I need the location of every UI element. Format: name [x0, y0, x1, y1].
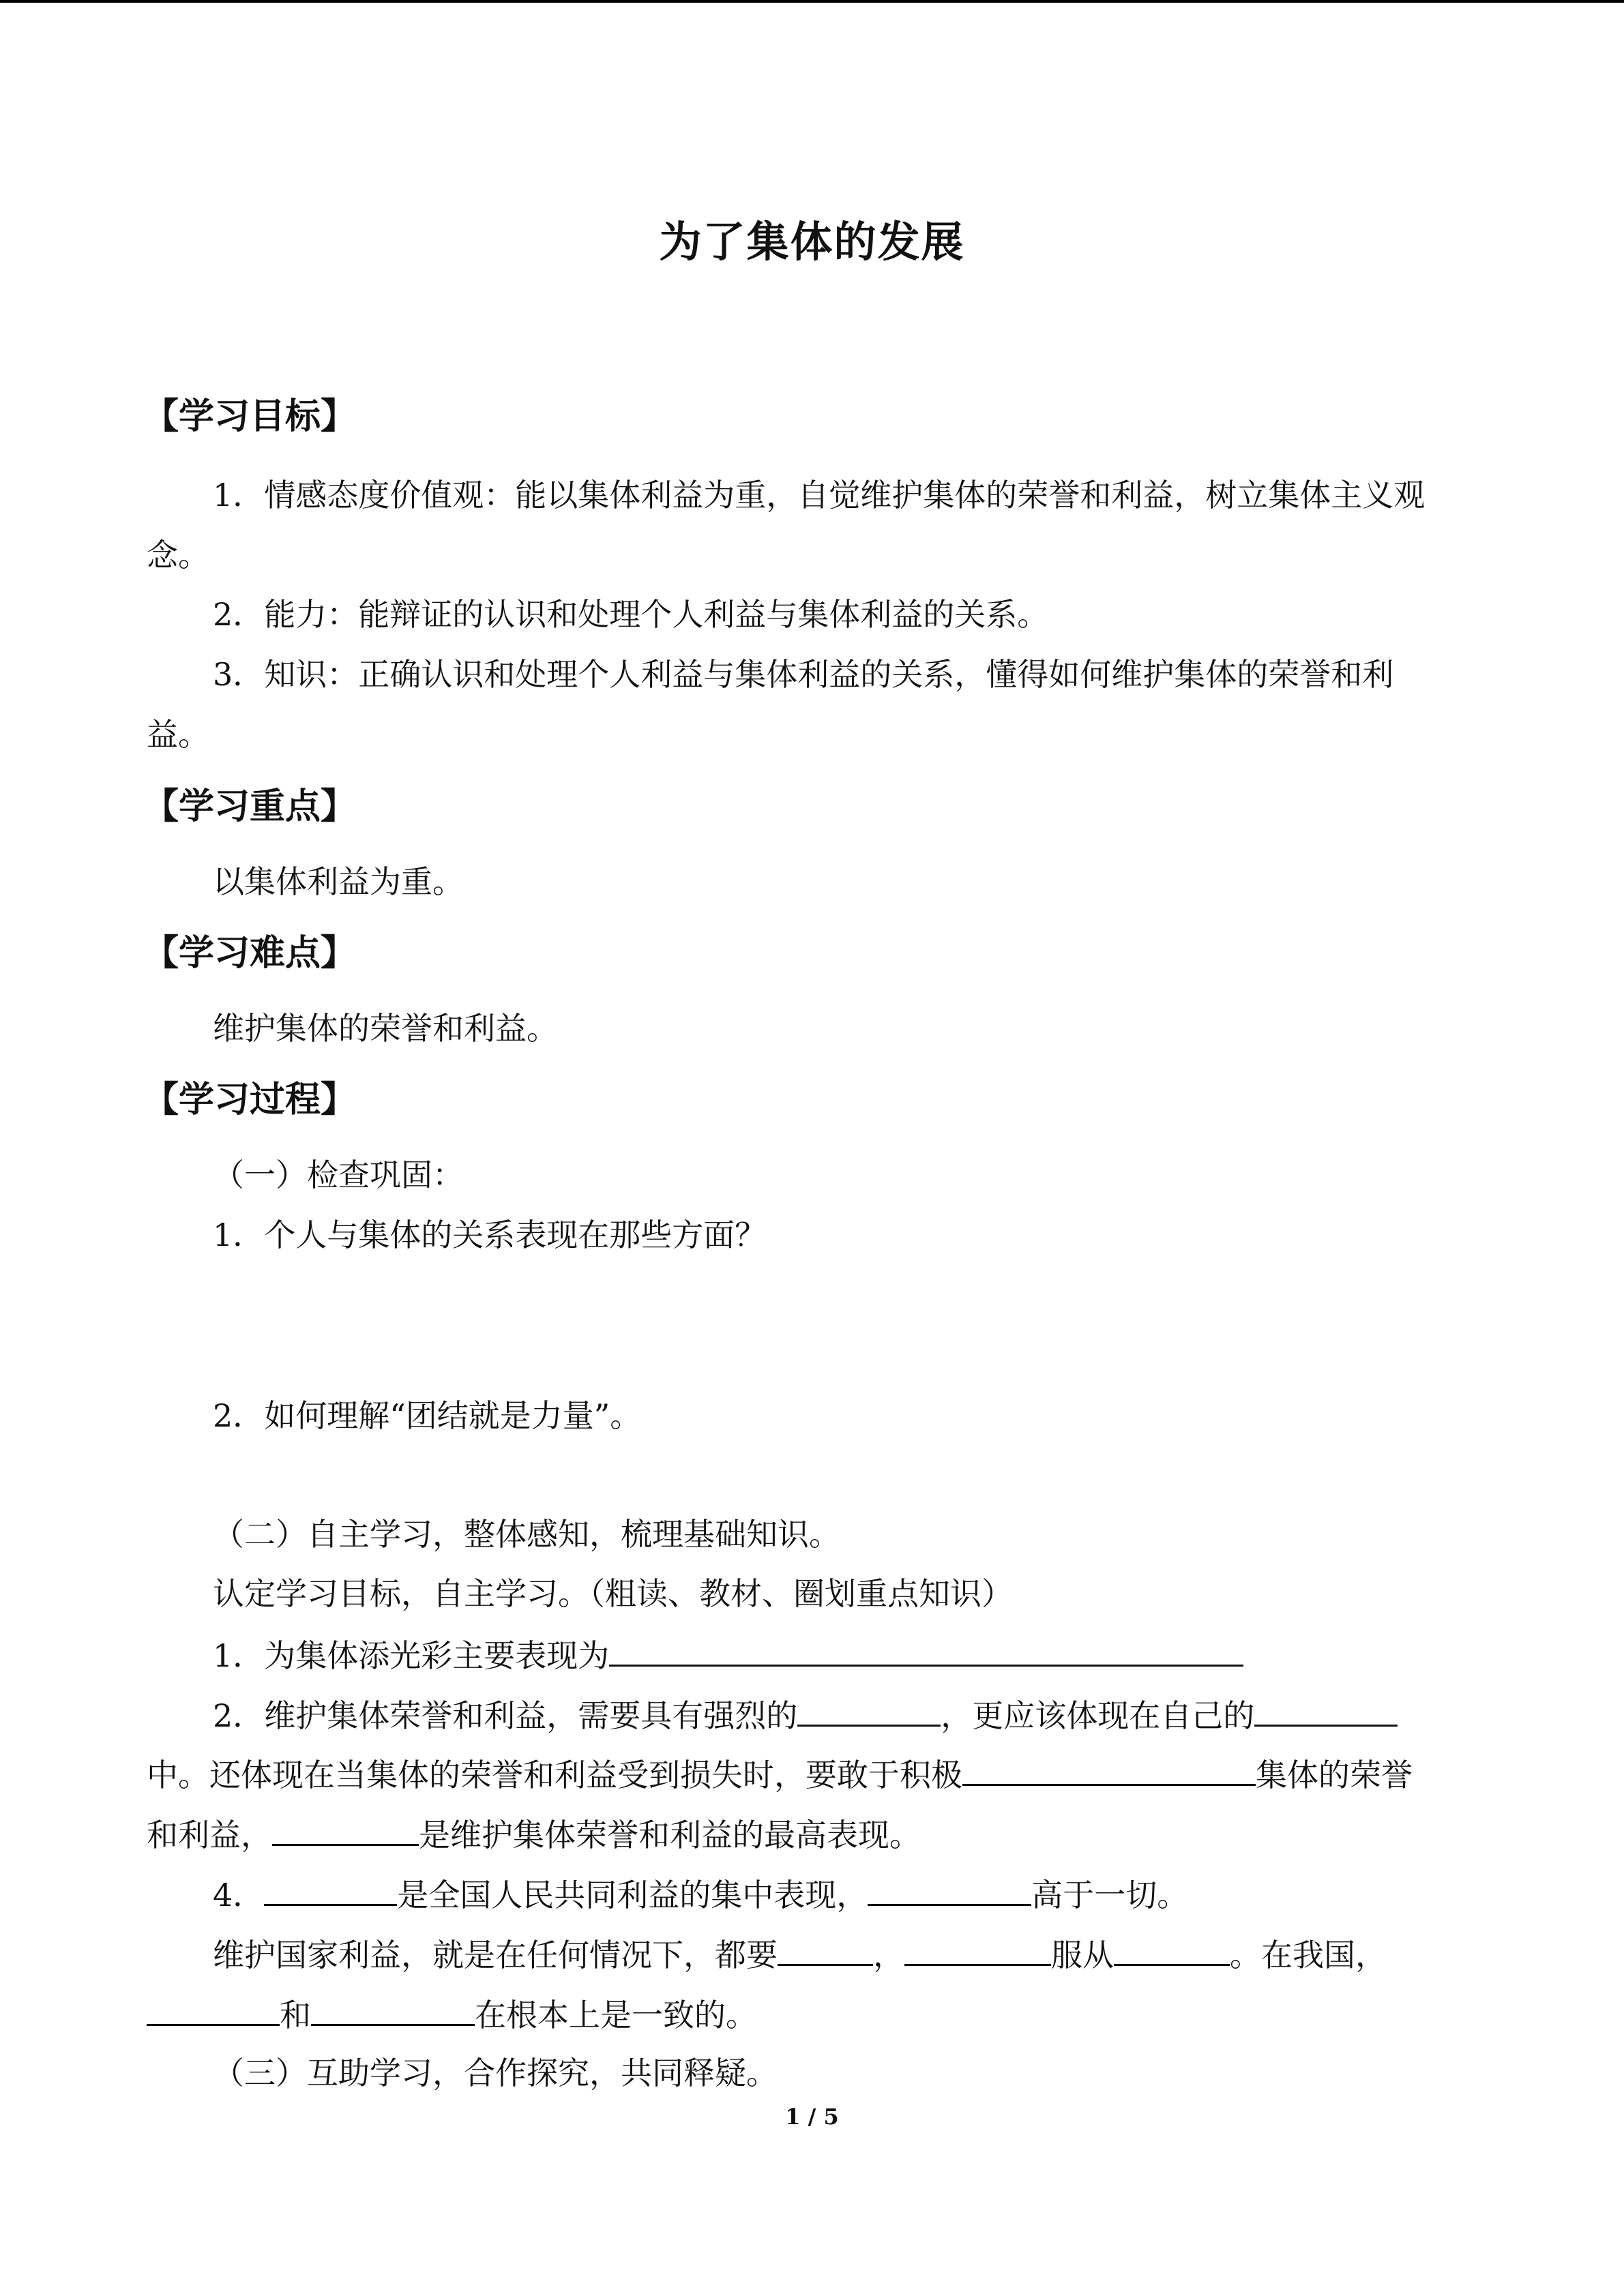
fill-2-text-e: 和利益，: [147, 1817, 272, 1853]
fill-blank[interactable]: [311, 1994, 475, 2026]
part3-title: （三）互助学习，合作探究，共同释疑。: [213, 2055, 778, 2091]
fill-2-text-b: ，更应该体现在自己的: [941, 1697, 1255, 1734]
fill-1-text: 1．为集体添光彩主要表现为: [213, 1637, 610, 1674]
fill-5-text-c: 服从: [1051, 1937, 1114, 1973]
heading-process: 【学习过程】: [143, 1079, 357, 1120]
fill-2-text-c: 中。还体现在当集体的荣誉和利益受到损失时，要敢于积极: [147, 1757, 962, 1793]
key-points-text: 以集体利益为重。: [213, 863, 464, 900]
fill-2-text-f: 是维护集体荣誉和利益的最高表现。: [419, 1817, 921, 1853]
fill-line-3: [147, 1754, 1413, 1794]
fill-blank[interactable]: [778, 1934, 873, 1966]
fill-blank[interactable]: [1254, 1695, 1398, 1727]
fill-5-text-d: 。在我国，: [1230, 1937, 1387, 1973]
objective-2: 2．能力：能辩证的认识和处理个人利益与集体利益的关系。: [213, 596, 1049, 633]
fill-5-text-a: 维护国家利益，就是在任何情况下，都要: [213, 1937, 778, 1973]
heading-key-points: 【学习重点】: [143, 786, 357, 827]
fill-line-2: [213, 1695, 1398, 1735]
fill-4-text-a: 4．: [213, 1877, 265, 1913]
fill-blank[interactable]: [797, 1695, 941, 1727]
fill-5-text-f: 在根本上是一致的。: [475, 1997, 757, 2033]
objective-3-line-2: 益。: [147, 716, 209, 753]
objective-1-line-1: 1．情感态度价值观：能以集体利益为重，自觉维护集体的荣誉和利益，树立集体主义观: [213, 477, 1426, 513]
fill-2-text-a: 2．维护集体荣誉和利益，需要具有强烈的: [213, 1697, 798, 1734]
fill-line-1: [213, 1635, 1243, 1675]
objective-1-line-2: 念。: [147, 537, 209, 573]
fill-blank[interactable]: [904, 1934, 1051, 1966]
fill-blank[interactable]: [264, 1874, 397, 1906]
part1-question-2: 2．如何理解“团结就是力量”。: [213, 1397, 642, 1434]
fill-2-text-d: 集体的荣誉: [1256, 1757, 1413, 1793]
fill-line-6: [213, 1934, 1387, 1974]
fill-4-text-b: 是全国人民共同利益的集中表现，: [397, 1877, 868, 1913]
heading-difficulties: 【学习难点】: [143, 933, 357, 974]
fill-line-7: [147, 1994, 757, 2034]
difficulties-text: 维护集体的荣誉和利益。: [213, 1010, 558, 1047]
part1-question-1: 1．个人与集体的关系表现在那些方面？: [213, 1217, 767, 1253]
fill-line-4: [147, 1814, 921, 1854]
fill-4-text-c: 高于一切。: [1031, 1877, 1189, 1913]
fill-5-text-e: 和: [280, 1997, 311, 2033]
fill-blank[interactable]: [147, 1994, 280, 2026]
top-border: [0, 0, 1624, 3]
part2-title: （二）自主学习，整体感知，梳理基础知识。: [213, 1516, 840, 1553]
fill-blank[interactable]: [1114, 1934, 1230, 1966]
part1-title: （一）检查巩固：: [213, 1157, 464, 1193]
fill-blank[interactable]: [868, 1874, 1031, 1906]
fill-blank[interactable]: [272, 1814, 419, 1846]
fill-line-5: [213, 1874, 1188, 1914]
fill-blank[interactable]: [962, 1754, 1256, 1786]
heading-objectives: 【学习目标】: [143, 396, 357, 437]
page-title: 为了集体的发展: [659, 217, 965, 267]
fill-blank[interactable]: [609, 1635, 1243, 1667]
page-number: 1 / 5: [785, 2104, 839, 2130]
objective-3-line-1: 3．知识：正确认识和处理个人利益与集体利益的关系，懂得如何维护集体的荣誉和利: [213, 656, 1394, 693]
fill-5-text-b: ，: [873, 1937, 904, 1973]
part2-intro: 认定学习目标，自主学习。（粗读、教材、圈划重点知识）: [213, 1575, 1013, 1612]
